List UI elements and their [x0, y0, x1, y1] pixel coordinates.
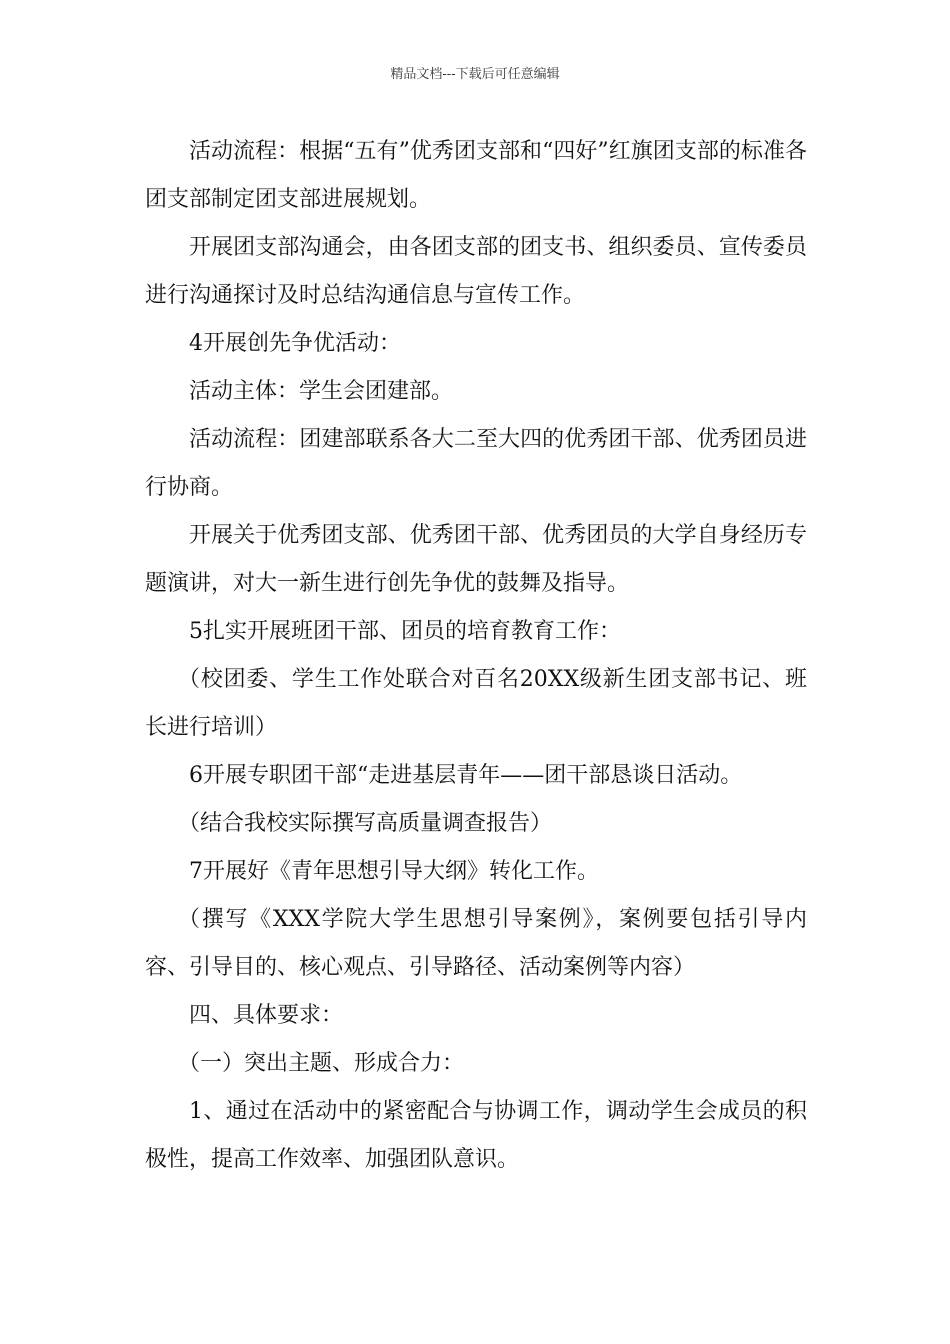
paragraph-branch-meeting: 开展团支部沟通会，由各团支部的团支书、组织委员、宣传委员进行沟通探讨及时总结沟通信息与宣传工作。 [145, 235, 807, 308]
paragraph-activity-subject: 活动主体：学生会团建部。 [189, 379, 454, 404]
paragraph-item-5: 5扎实开展班团干部、团员的培育教育工作： [189, 619, 621, 644]
paragraph-activity-process: 活动流程：根据“五有”优秀团支部和“四好”红旗团支部的标准各团支部制定团支部进展规划。 [145, 139, 807, 212]
document-body [145, 128, 807, 1184]
paragraph-item-7: 7开展好《青年思想引导大纲》转化工作。 [189, 859, 599, 884]
paragraph-survey-note: （结合我校实际撰写高质量调查报告） [178, 811, 553, 836]
paragraph-training-note: （校团委、学生工作处联合对百名20XX级新生团支部书记、班长进行培训） [145, 667, 807, 740]
paragraph-lecture: 开展关于优秀团支部、优秀团干部、优秀团员的大学自身经历专题演讲，对大一新生进行创先争优的鼓舞及指导。 [145, 523, 807, 596]
subsection-heading-theme: （一）突出主题、形成合力： [178, 1051, 465, 1076]
section-heading-requirements: 四、具体要求： [189, 1003, 344, 1028]
paragraph-requirement-1: 1、通过在活动中的紧密配合与协调工作，调动学生会成员的积极性，提高工作效率、加强团队意识。 [145, 1099, 807, 1172]
paragraph-activity-process-2: 活动流程：团建部联系各大二至大四的优秀团干部、优秀团员进行协商。 [145, 427, 807, 500]
paragraph-item-6: 6开展专职团干部“走进基层青年——团干部恳谈日活动。 [189, 763, 743, 788]
page-header: 精品文档---下载后可任意编辑 [390, 67, 560, 82]
paragraph-item-4: 4开展创先争优活动： [189, 331, 401, 356]
paragraph-case-note: （撰写《XXX学院大学生思想引导案例》，案例要包括引导内容、引导目的、核心观点、引导路径、活动案例等内容） [145, 907, 807, 980]
